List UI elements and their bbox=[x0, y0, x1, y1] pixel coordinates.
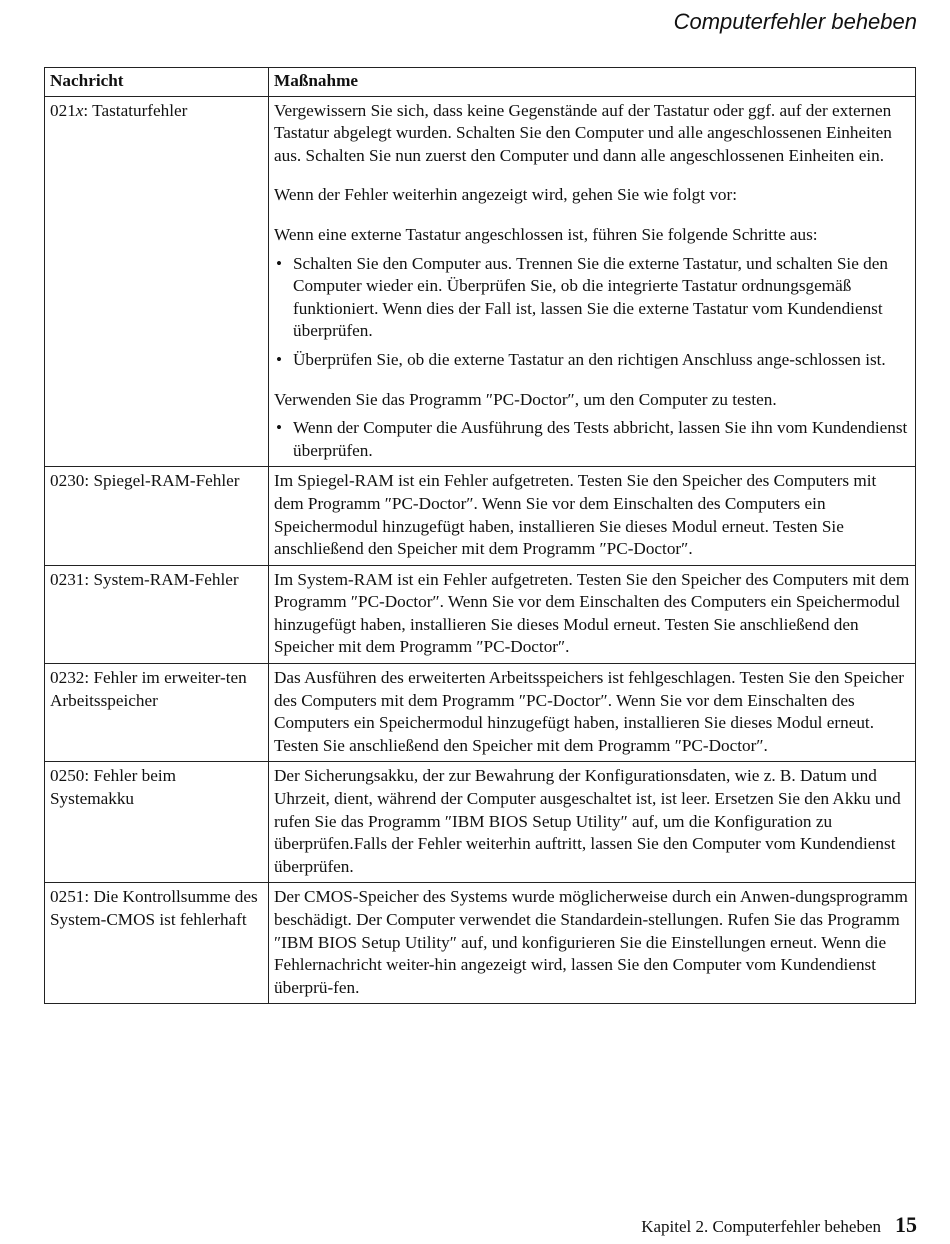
message-cell: 0230: Spiegel-RAM-Fehler bbox=[45, 467, 269, 565]
message-cell: 0231: System-RAM-Fehler bbox=[45, 565, 269, 663]
action-paragraph: Wenn eine externe Tastatur angeschlossen ist, führen Sie folgende Schritte aus: bbox=[274, 224, 818, 244]
bullet-item: • Schalten Sie den Computer aus. Trennen Sie die externe Tastatur, und schalten Sie den Computer wieder ein. Überprüfen Sie, ob die integrierte Tastatur ordnungsgemäß funktioniert. Wenn dies der Fall ist, lassen Sie die externe Tastatur vom Kundendienst überprüfen. bbox=[274, 253, 910, 343]
message-code-variable: x bbox=[75, 100, 84, 120]
bullet-item: • Überprüfen Sie, ob die externe Tastatur an den richtigen Anschluss ange-schlossen ist. bbox=[274, 349, 910, 372]
message-code-prefix: 021 bbox=[50, 100, 76, 120]
message-cell: 0232: Fehler im erweiter-ten Arbeitsspeicher bbox=[45, 664, 269, 762]
table-header-row bbox=[45, 68, 916, 97]
table-row bbox=[45, 883, 916, 1004]
action-cell: Im System-RAM ist ein Fehler aufgetreten. Testen Sie den Speicher des Computers mit dem Programm ″PC-Doctor″. Wenn Sie vor dem Einschalten des Computers ein Speichermodul hinzugefügt haben, installieren Sie dieses Modul erneut. Testen Sie anschließend den Speicher mit dem Programm ″PC-Doctor″. bbox=[269, 565, 916, 663]
action-cell bbox=[269, 96, 916, 467]
action-cell: Der Sicherungsakku, der zur Bewahrung der Konfigurationsdaten, wie z. B. Datum und Uhrzeit, dient, während der Computer ausgeschaltet ist, ist leer. Ersetzen Sie den Akku und rufen Sie das Programm ″IBM BIOS Setup Utility″ auf, um die Konfiguration zu überprüfen.Falls der Fehler weiterhin auftritt, lassen Sie den Computer vom Kundendienst überprüfen. bbox=[269, 762, 916, 883]
table-row bbox=[45, 565, 916, 663]
action-cell: Im Spiegel-RAM ist ein Fehler aufgetreten. Testen Sie den Speicher des Computers mit dem Programm ″PC-Doctor″. Wenn Sie vor dem Einschalten des Computers ein Speichermodul hinzugefügt haben, installieren Sie dieses Modul erneut. Testen Sie anschließend den Speicher mit dem Programm ″PC-Doctor″. bbox=[269, 467, 916, 565]
bullet-list bbox=[274, 417, 910, 462]
table-row bbox=[45, 96, 916, 467]
action-cell: Der CMOS-Speicher des Systems wurde möglicherweise durch ein Anwen-dungsprogramm beschädigt. Der Computer verwendet die Standardein-stellungen. Rufen Sie das Programm ″IBM BIOS Setup Utility″ auf, und konfigurieren Sie die Einstellungen erneut. Wenn die Fehlernachricht weiter-hin angezeigt wird, lassen Sie den Computer vom Kundendienst überprü-fen. bbox=[269, 883, 916, 1004]
page-footer bbox=[641, 1212, 917, 1238]
action-cell: Das Ausführen des erweiterten Arbeitsspeichers ist fehlgeschlagen. Testen Sie den Speicher des Computers mit dem Programm ″PC-Doctor″. Wenn Sie vor dem Einschalten des Computers ein Speichermodul hinzugefügt haben, installieren Sie dieses Modul erneut. Testen Sie anschließend den Speicher mit dem Programm ″PC-Doctor″. bbox=[269, 664, 916, 762]
column-header-message: Nachricht bbox=[45, 68, 269, 97]
running-header: Computerfehler beheben bbox=[673, 9, 917, 34]
error-message-table bbox=[44, 67, 916, 1004]
bullet-item: • Wenn der Computer die Ausführung des Tests abbricht, lassen Sie ihn vom Kundendienst überprüfen. bbox=[274, 417, 910, 462]
action-paragraph: Verwenden Sie das Programm ″PC-Doctor″, um den Computer zu testen. bbox=[274, 389, 777, 409]
bullet-list bbox=[274, 253, 910, 372]
table-row bbox=[45, 467, 916, 565]
message-cell: 0251: Die Kontrollsumme des System-CMOS ist fehlerhaft bbox=[45, 883, 269, 1004]
action-paragraph: Vergewissern Sie sich, dass keine Gegenstände auf der Tastatur oder ggf. auf der externen Tastatur abgelegt wurden. Schalten Sie den Computer und alle angeschlossenen Einheiten aus. Schalten Sie nun zuerst den Computer und dann alle angeschlossenen Einheiten ein. bbox=[274, 100, 892, 165]
message-cell: 0250: Fehler beim Systemakku bbox=[45, 762, 269, 883]
message-text: : Tastaturfehler bbox=[83, 100, 188, 120]
column-header-action: Maßnahme bbox=[269, 68, 916, 97]
table-row bbox=[45, 664, 916, 762]
page-number: 15 bbox=[895, 1212, 917, 1237]
table-row bbox=[45, 762, 916, 883]
message-cell bbox=[45, 96, 269, 467]
action-paragraph: Wenn der Fehler weiterhin angezeigt wird, gehen Sie wie folgt vor: bbox=[274, 185, 738, 205]
footer-chapter-title: Kapitel 2. Computerfehler beheben bbox=[641, 1217, 881, 1236]
